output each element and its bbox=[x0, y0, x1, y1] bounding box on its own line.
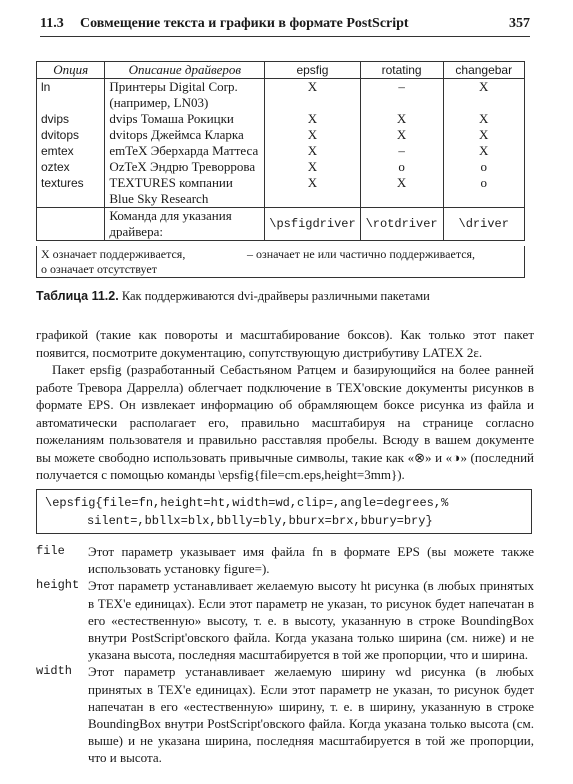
option-cell: emtex bbox=[37, 143, 105, 159]
parameter-list bbox=[36, 543, 534, 767]
rotating-cell: X bbox=[360, 111, 443, 127]
description-cell: OzTeX Эндрю Треворрова bbox=[105, 159, 265, 175]
table-legend bbox=[36, 246, 525, 278]
section-number: 11.3 bbox=[40, 16, 64, 31]
table-row bbox=[37, 127, 525, 143]
description-cell: emTeX Эберхарда Маттеса bbox=[105, 143, 265, 159]
list-item bbox=[36, 577, 534, 663]
body-text bbox=[36, 326, 534, 484]
parameter-key: height bbox=[36, 578, 80, 593]
table-row bbox=[37, 143, 525, 159]
list-item bbox=[36, 543, 534, 577]
list-item bbox=[36, 663, 534, 766]
column-header: rotating bbox=[360, 62, 443, 79]
rotating-cell: – bbox=[360, 143, 443, 159]
changebar-cell: X bbox=[443, 111, 525, 127]
legend-absent: o означает отсутствует bbox=[41, 262, 157, 276]
changebar-cell: o bbox=[443, 175, 525, 208]
command-row bbox=[37, 208, 525, 241]
parameter-description: Этот параметр указывает имя файла fn в формате EPS (вы можете также использовать установку figure=). bbox=[88, 544, 534, 577]
paragraph: графикой (такие как повороты и масштабирование боксов). Как только этот пакет появится, посмотрите документацию, сопутствующую дистрибутиву LATEX 2ε. bbox=[36, 327, 534, 360]
option-cell: oztex bbox=[37, 159, 105, 175]
changebar-cell: X bbox=[443, 127, 525, 143]
rotating-command: \rotdriver bbox=[360, 208, 443, 241]
epsfig-syntax-box bbox=[36, 489, 532, 534]
page-number: 357 bbox=[509, 16, 530, 31]
parameter-description: Этот параметр устанавливает желаемую ширину wd рисунка (в любых принятых в TEX'е единицах). Если этот параметр не указан, то рисунок будет напечатан в его «естественную» ширину, т. е. в ширину, указанную в строке BoundingBox внутри PostScript'овского файла. Когда указана только высота (см. выше) и не указана ширина, последняя масштабируется в той же пропорции, что и высота. bbox=[88, 664, 534, 766]
parameter-key: file bbox=[36, 544, 65, 558]
epsfig-cell: X bbox=[265, 79, 360, 112]
table-caption bbox=[36, 289, 536, 304]
caption-label: Таблица 11.2. bbox=[36, 289, 119, 303]
table-row bbox=[37, 79, 525, 112]
paragraph: Пакет epsfig (разработанный Себастьяном Ратцем и базирующийся на более ранней работе Тревора Даррелла) облегчает подключение в TEX'овские документы рисунков в формате EPS. Он извлекает информацию об обрамляющем боксе рисунка из файла и автоматически располагает его, правильно масштабируя на странице согласно пожеланиям пользователя и правильно расставляя пробелы. Всюду в вашем документе вы можете свободно использовать привычные символы, такие как «⊗» и «◑» (последний получается с помощью команды \epsfig{file=cm.eps,height=3mm}). bbox=[36, 362, 534, 482]
option-cell: ln bbox=[37, 79, 105, 112]
rotating-cell: X bbox=[360, 175, 443, 208]
parameter-key: width bbox=[36, 664, 73, 679]
table-row bbox=[37, 175, 525, 208]
option-cell: dvitops bbox=[37, 127, 105, 143]
syntax-line: \epsfig{file=fn,height=ht,width=wd,clip=,angle=degrees,% bbox=[45, 496, 449, 510]
legend-partial: – означает не или частично поддерживается, bbox=[247, 247, 476, 261]
running-header bbox=[40, 14, 530, 37]
epsfig-command: \psfigdriver bbox=[265, 208, 360, 241]
table-header-row bbox=[37, 62, 525, 79]
changebar-command: \driver bbox=[443, 208, 525, 241]
caption-text: Как поддерживаются dvi-драйверы различными пакетами bbox=[121, 289, 430, 303]
legend-supported: X означает поддерживается, bbox=[41, 247, 186, 261]
epsfig-cell: X bbox=[265, 143, 360, 159]
epsfig-cell: X bbox=[265, 175, 360, 208]
parameter-description: Этот параметр устанавливает желаемую высоту ht рисунка (в любых принятых в TEX'е единицах). Если этот параметр не указан, то рисунок будет напечатан в его «естественную» высоту, т. е. в высоту, указанную в строке BoundingBox внутри PostScript'овского файла. Когда указана только ширина (см. ниже) и не указана высота, последняя масштабируется в той же пропорции, что и ширина. bbox=[88, 578, 534, 663]
option-cell: textures bbox=[37, 175, 105, 208]
section-title: Совмещение текста и графики в формате PostScript bbox=[80, 16, 409, 31]
epsfig-cell: X bbox=[265, 111, 360, 127]
description-cell: TEXTURES компании Blue Sky Research bbox=[105, 175, 265, 208]
table-row bbox=[37, 159, 525, 175]
rotating-cell: o bbox=[360, 159, 443, 175]
command-label: Команда для указания драйвера: bbox=[105, 208, 265, 241]
column-header: Опция bbox=[37, 62, 105, 79]
changebar-cell: X bbox=[443, 79, 525, 112]
changebar-cell: o bbox=[443, 159, 525, 175]
column-header: changebar bbox=[443, 62, 525, 79]
description-cell: dvips Томаша Рокицки bbox=[105, 111, 265, 127]
epsfig-cell: X bbox=[265, 127, 360, 143]
syntax-line: silent=,bbllx=blx,bblly=bly,bburx=brx,bbury=bry} bbox=[87, 514, 433, 528]
rotating-cell: X bbox=[360, 127, 443, 143]
column-header: Описание драйверов bbox=[105, 62, 265, 79]
description-cell: Принтеры Digital Corp. (например, LN03) bbox=[105, 79, 265, 112]
option-cell: dvips bbox=[37, 111, 105, 127]
description-cell: dvitops Джеймса Кларка bbox=[105, 127, 265, 143]
driver-support-table bbox=[36, 61, 525, 241]
epsfig-cell: X bbox=[265, 159, 360, 175]
column-header: epsfig bbox=[265, 62, 360, 79]
changebar-cell: X bbox=[443, 143, 525, 159]
rotating-cell: – bbox=[360, 79, 443, 112]
table-row bbox=[37, 111, 525, 127]
